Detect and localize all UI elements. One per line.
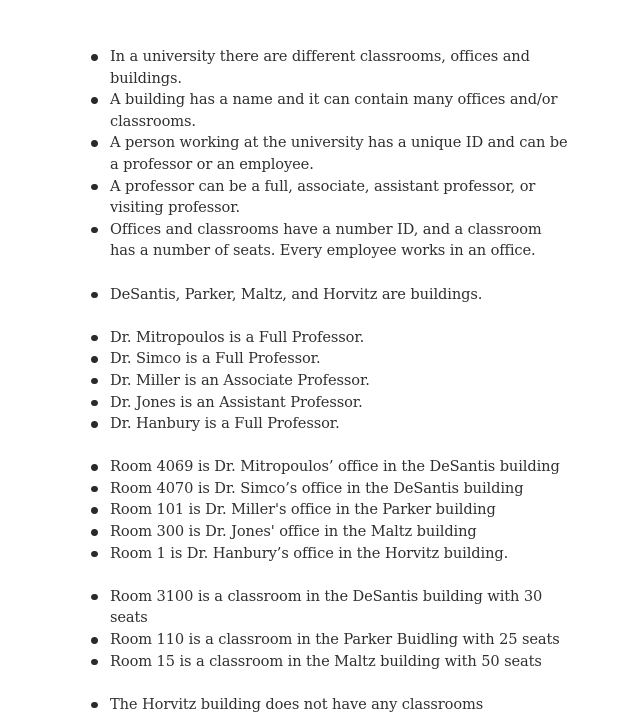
item-text: Room 300 is Dr. Jones' office in the Maltz building: [110, 523, 477, 541]
item-text: The Horvitz building does not have any classrooms: [110, 695, 484, 713]
item-text: Offices and classrooms have a number ID, and a classroom has a number of seats. Every employee works in an office.: [110, 220, 542, 260]
list-item: [0, 543, 626, 565]
bullet-icon: [91, 702, 98, 709]
list-item: [0, 176, 626, 219]
bullet-icon: [91, 54, 98, 61]
item-text: Room 1 is Dr. Hanbury’s office in the Horvitz building.: [110, 544, 509, 562]
bullet-icon: [91, 335, 98, 342]
bullet-icon: [91, 227, 98, 234]
bullet-icon: [91, 356, 98, 363]
list-item: [0, 348, 626, 370]
list-item: [0, 456, 626, 478]
list-item: [0, 478, 626, 500]
list-item: [0, 499, 626, 521]
list-offices: [0, 456, 626, 564]
item-text: Dr. Simco is a Full Professor.: [110, 350, 321, 368]
list-item: [0, 651, 626, 673]
item-text: A professor can be a full, associate, assistant professor, or visiting professor.: [110, 177, 536, 217]
bullet-icon: [91, 97, 98, 104]
list-item: [0, 586, 626, 629]
bullet-icon: [91, 184, 98, 191]
list-item: [0, 219, 626, 262]
bullet-icon: [91, 551, 98, 558]
item-text: Room 4069 is Dr. Mitropoulos’ office in the DeSantis building: [110, 458, 560, 476]
item-text: Dr. Miller is an Associate Professor.: [110, 371, 370, 389]
bullet-icon: [91, 378, 98, 385]
list-classrooms: [0, 586, 626, 672]
item-text: Dr. Hanbury is a Full Professor.: [110, 415, 340, 433]
list-item: [0, 132, 626, 175]
list-item: [0, 46, 626, 89]
list-professors: [0, 327, 626, 435]
list-item: [0, 694, 626, 715]
item-text: Dr. Jones is an Assistant Professor.: [110, 393, 363, 411]
bullet-icon: [91, 292, 98, 299]
list-horvitz-note: [0, 694, 626, 715]
list-item: [0, 521, 626, 543]
item-text: Room 15 is a classroom in the Maltz building with 50 seats: [110, 652, 542, 670]
item-text: Room 101 is Dr. Miller's office in the Parker building: [110, 501, 496, 519]
bullet-icon: [91, 486, 98, 493]
bullet-icon: [91, 400, 98, 407]
item-text: Room 110 is a classroom in the Parker Buidling with 25 seats: [110, 631, 560, 649]
item-text: In a university there are different classrooms, offices and buildings.: [110, 48, 530, 87]
bullet-icon: [91, 464, 98, 471]
list-item: [0, 392, 626, 414]
list-general-rules: [0, 46, 626, 262]
bullet-icon: [91, 637, 98, 644]
document-body: [0, 46, 626, 715]
bullet-icon: [91, 594, 98, 601]
bullet-icon: [91, 529, 98, 536]
list-item: [0, 370, 626, 392]
bullet-icon: [91, 507, 98, 514]
list-item: [0, 327, 626, 349]
list-item: [0, 413, 626, 435]
bullet-icon: [91, 140, 98, 147]
item-text: DeSantis, Parker, Maltz, and Horvitz are buildings.: [110, 285, 483, 303]
list-item: [0, 284, 626, 306]
list-buildings: [0, 284, 626, 306]
bullet-icon: [91, 659, 98, 666]
item-text: Room 4070 is Dr. Simco’s office in the DeSantis building: [110, 479, 524, 497]
item-text: Dr. Mitropoulos is a Full Professor.: [110, 328, 365, 346]
item-text: A person working at the university has a unique ID and can be a professor or an employee.: [110, 134, 568, 173]
list-item: [0, 629, 626, 651]
bullet-icon: [91, 421, 98, 428]
item-text: Room 3100 is a classroom in the DeSantis building with 30 seats: [110, 587, 543, 627]
item-text: A building has a name and it can contain many offices and/or classrooms.: [110, 91, 558, 130]
list-item: [0, 89, 626, 132]
